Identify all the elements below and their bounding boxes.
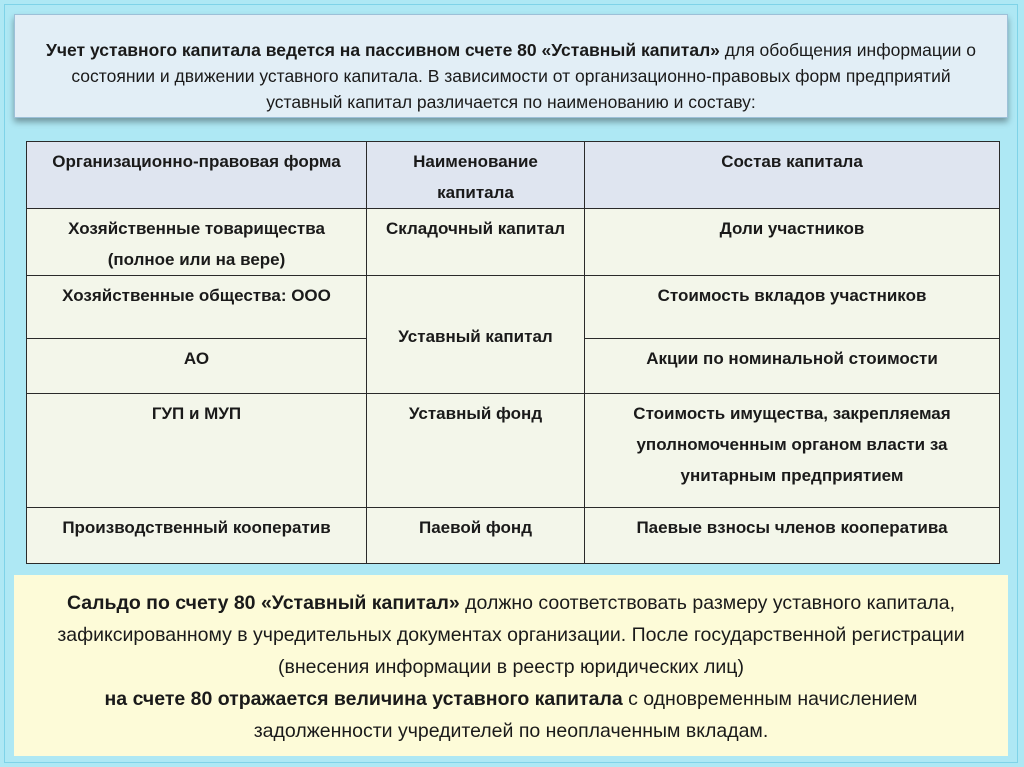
table-row [27, 508, 1000, 564]
cell-name: Паевой фонд [367, 508, 585, 564]
table-row [27, 209, 1000, 276]
summary-bold-2: на счете 80 отражается величина уставного капитала [104, 688, 623, 710]
header-composition: Состав капитала [585, 142, 1000, 209]
cell-form: Хозяйственные товарищества (полное или на вере) [27, 209, 367, 276]
capital-table [26, 141, 1000, 564]
summary-text-1: должно соответствовать размеру уставного капитала, зафиксированному в учредительных документах организации. После государственной регистрации (внесения информации в реестр юридических лиц) [57, 592, 965, 678]
cell-name: Уставный фонд [367, 394, 585, 508]
intro-box [14, 14, 1008, 118]
header-name: Наименование капитала [367, 142, 585, 209]
summary-bold-1: Сальдо по счету 80 «Уставный капитал» [66, 592, 460, 614]
summary-box [14, 575, 1008, 756]
header-form: Организационно-правовая форма [27, 142, 367, 209]
summary-paragraph-2 [34, 683, 988, 747]
summary-text-2: с одновременным начислением задолженности учредителей по неоплаченным вкладам. [253, 688, 918, 742]
intro-text: для обобщения информации о состоянии и движении уставного капитала. В зависимости от организационно-правовых форм предприятий уставный капитал различается по наименованию и составу: [71, 40, 977, 112]
table-row [27, 394, 1000, 508]
cell-name: Складочный капитал [367, 209, 585, 276]
summary-paragraph-1 [34, 587, 988, 683]
cell-name-merged: Уставный капитал [367, 276, 585, 394]
cell-composition: Стоимость имущества, закрепляемая уполномоченным органом власти за унитарным предприятием [585, 394, 1000, 508]
cell-composition: Доли участников [585, 209, 1000, 276]
cell-form: Производственный кооператив [27, 508, 367, 564]
cell-composition: Стоимость вкладов участников [585, 276, 1000, 339]
table-header-row [27, 142, 1000, 209]
cell-composition: Паевые взносы членов кооператива [585, 508, 1000, 564]
table-row [27, 276, 1000, 339]
cell-form: ГУП и МУП [27, 394, 367, 508]
intro-bold-text: Учет уставного капитала ведется на пассивном счете 80 «Уставный капитал» [45, 40, 720, 60]
cell-form: Хозяйственные общества: ООО [27, 276, 367, 339]
cell-form: АО [27, 339, 367, 394]
cell-composition: Акции по номинальной стоимости [585, 339, 1000, 394]
